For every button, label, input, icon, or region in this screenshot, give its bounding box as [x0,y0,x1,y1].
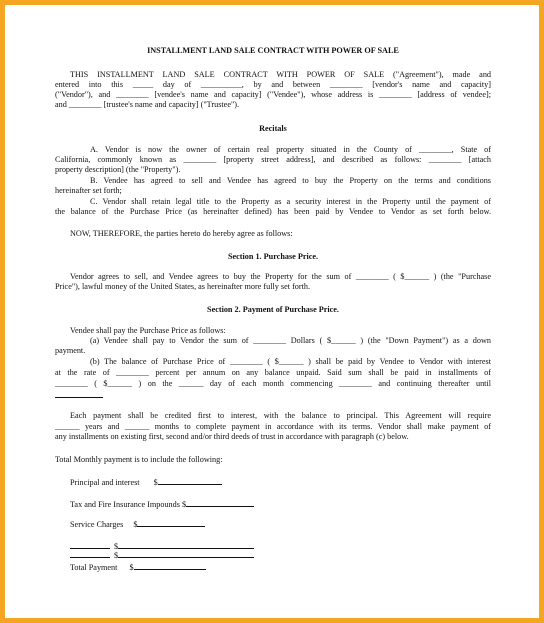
section-2-b-line-2: at the rate of ________ percent per annum on any balance unpaid. Said sum shall be paid in installments of [55,368,491,377]
now-therefore-clause: NOW, THEREFORE, the parties hereto do hereby agree as follows: [70,229,293,238]
total-payment-field[interactable] [134,561,206,570]
tax-insurance-label: Tax and Fire Insurance Impounds $ [70,500,187,509]
document-title: INSTALLMENT LAND SALE CONTRACT WITH POWER OF SALE [147,46,399,55]
tax-insurance-row [70,498,254,510]
recital-b-line-1: B. Vendee has agreed to sell and Vendee has agreed to buy the Property on the terms and conditions [90,176,491,185]
principal-interest-field[interactable] [158,476,222,485]
intro-line-1: THIS INSTALLMENT LAND SALE CONTRACT WITH POWER OF SALE ("Agreement"), made and [70,70,491,79]
other-item-1-label-field[interactable] [70,540,110,549]
tax-insurance-field[interactable] [186,498,254,507]
principal-interest-label: Principal and interest [70,478,140,487]
section-1-heading: Section 1. Purchase Price. [227,252,319,261]
section-2-b-blank[interactable] [55,389,103,401]
other-item-2-label-field[interactable] [70,549,110,558]
other-item-1-field[interactable] [118,540,254,549]
section-1-line-2: Price"), lawful money of the United States, as hereinafter more fully set forth. [55,282,311,291]
service-charges-row [70,518,205,530]
service-charges-label: Service Charges [70,520,124,529]
section-2-c-line-1: Each payment shall be credited first to interest, with the balance to principal. This Agreement will require [70,411,491,420]
intro-line-2: entered into this _____ day of __________, by and between ________ [vendor's name and capacity] [55,80,491,89]
principal-interest-row [70,476,222,488]
other-item-2-field[interactable] [118,549,254,558]
total-dollar-sign: $ [129,563,134,572]
recital-a-line-2: California, commonly known as ________ [property street address], and described as follows: ________ [attach [55,155,491,164]
recital-b-line-2: hereinafter set forth; [55,186,122,195]
recital-c-line-1: C. Vendor shall retain legal title to the Property as a security interest in the Property until the payment of [90,197,491,206]
other-item-row-2 [70,549,254,561]
section-2-c-line-2: ______ years and ______ months to complete payment in accordance with its terms. Vendor shall make payment of [55,422,491,431]
recital-a-line-1: A. Vendor is now the owner of certain real property situated in the County of ________, State of [90,145,491,154]
other-item-2-dollar-sign: $ [114,551,119,560]
section-2-intro: Vendee shall pay the Purchase Price as follows: [70,326,226,335]
other-item-1-dollar-sign: $ [114,542,119,551]
total-payment-row [70,561,206,573]
principal-dollar-sign: $ [153,478,158,487]
section-1-line-1: Vendor agrees to sell, and Vendee agrees to buy the Property for the sum of ________ ( $______ ) (the "Purchase [70,272,491,281]
section-2-b-line-3: ________ ( $______ ) on the ______ day of each month commencing ________ and continuing thereafter until [55,379,491,388]
recitals-heading: Recitals [259,124,287,133]
section-2-c-line-3: any installments on existing first, second and/or third deeds of trust in accordance with paragraph (c) below. [55,432,409,441]
section-2-a-line-2: payment. [55,346,86,355]
section-2-b-line-1: (b) The balance of Purchase Price of ________ ( $______ ) shall be paid by Vendee to Vendor with interest [90,357,491,366]
intro-line-3: ("Vendor"), and ________ [vendee's name and capacity] ("Vendee"), whose address is ________ [address of vendee]; [55,90,491,99]
service-dollar-sign: $ [133,520,138,529]
section-2-a-line-1: (a) Vendee shall pay to Vendor the sum of ________ Dollars ( $______ ) (the "Down Payment") as a down [90,336,491,345]
recital-c-line-2: the balance of the Purchase Price (as hereinafter defined) has been paid by Vendee to Vendor as set forth below. [55,207,491,216]
section-2-heading: Section 2. Payment of Purchase Price. [207,305,339,314]
recital-a-line-3: property description] (the "Property"). [55,165,181,174]
monthly-payment-intro: Total Monthly payment is to include the following: [55,455,223,464]
service-charges-field[interactable] [137,518,205,527]
total-payment-label: Total Payment [70,563,118,572]
intro-line-4: and ________ [trustee's name and capacity] ("Trustee"). [55,100,240,109]
